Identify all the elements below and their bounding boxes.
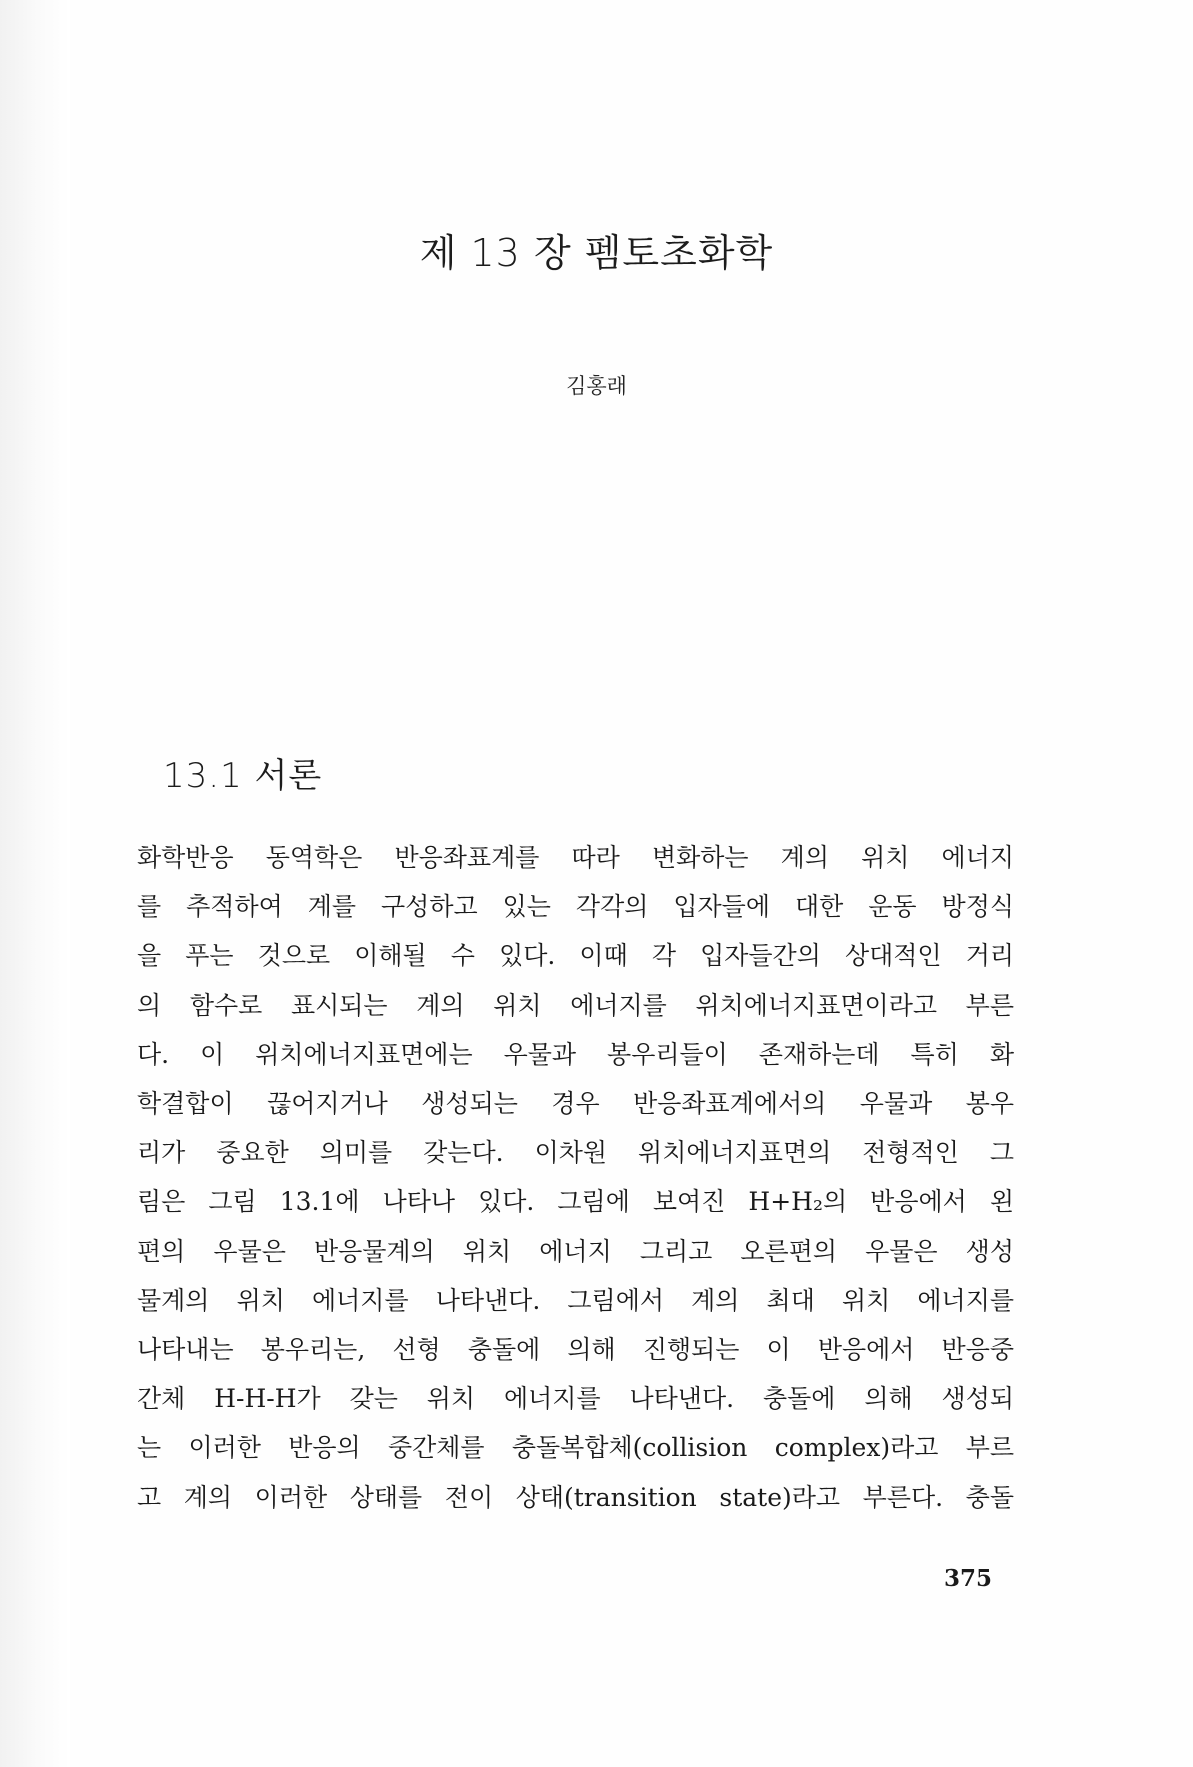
text-line: 다. 이 위치에너지표면에는 우물과 봉우리들이 존재하는데 특히 화 (137, 1039, 1014, 1069)
section-heading: 13.1 서론 (163, 756, 323, 796)
text-line: 나타내는 봉우리는, 선형 충돌에 의해 진행되는 이 반응에서 반응중 (137, 1335, 1014, 1365)
text-line: 리가 중요한 의미를 갖는다. 이차원 위치에너지표면의 전형적인 그 (137, 1138, 1014, 1168)
text-line: 간체 H-H-H가 갖는 위치 에너지를 나타낸다. 충돌에 의해 생성되 (137, 1384, 1014, 1414)
text-line: 는 이러한 반응의 중간체를 충돌복합체(collision complex)라고 부르 (137, 1433, 1014, 1463)
text-line: 물계의 위치 에너지를 나타낸다. 그림에서 계의 최대 위치 에너지를 (137, 1285, 1014, 1315)
text-line: 림은 그림 13.1에 나타나 있다. 그림에 보여진 H+H₂의 반응에서 왼 (137, 1187, 1014, 1217)
page-number: 375 (944, 1565, 993, 1592)
body-paragraph (137, 833, 1014, 1522)
text-line: 의 함수로 표시되는 계의 위치 에너지를 위치에너지표면이라고 부른 (137, 990, 1014, 1020)
text-line: 화학반응 동역학은 반응좌표계를 따라 변화하는 계의 위치 에너지 (137, 843, 1014, 872)
chapter-title: 제 13 장 펨토초화학 (419, 231, 774, 275)
text-line: 을 푸는 것으로 이해될 수 있다. 이때 각 입자들간의 상대적인 거리 (137, 941, 1014, 971)
text-line: 학결합이 끊어지거나 생성되는 경우 반응좌표계에서의 우물과 봉우 (137, 1089, 1014, 1119)
text-line: 편의 우물은 반응물계의 위치 에너지 그리고 오른편의 우물은 생성 (137, 1236, 1014, 1266)
text-line: 고 계의 이러한 상태를 전이 상태(transition state)라고 부른다. 충돌 (137, 1482, 1014, 1512)
text-line: 를 추적하여 계를 구성하고 있는 각각의 입자들에 대한 운동 방정식 (137, 892, 1014, 922)
author-name: 김홍래 (566, 374, 627, 398)
